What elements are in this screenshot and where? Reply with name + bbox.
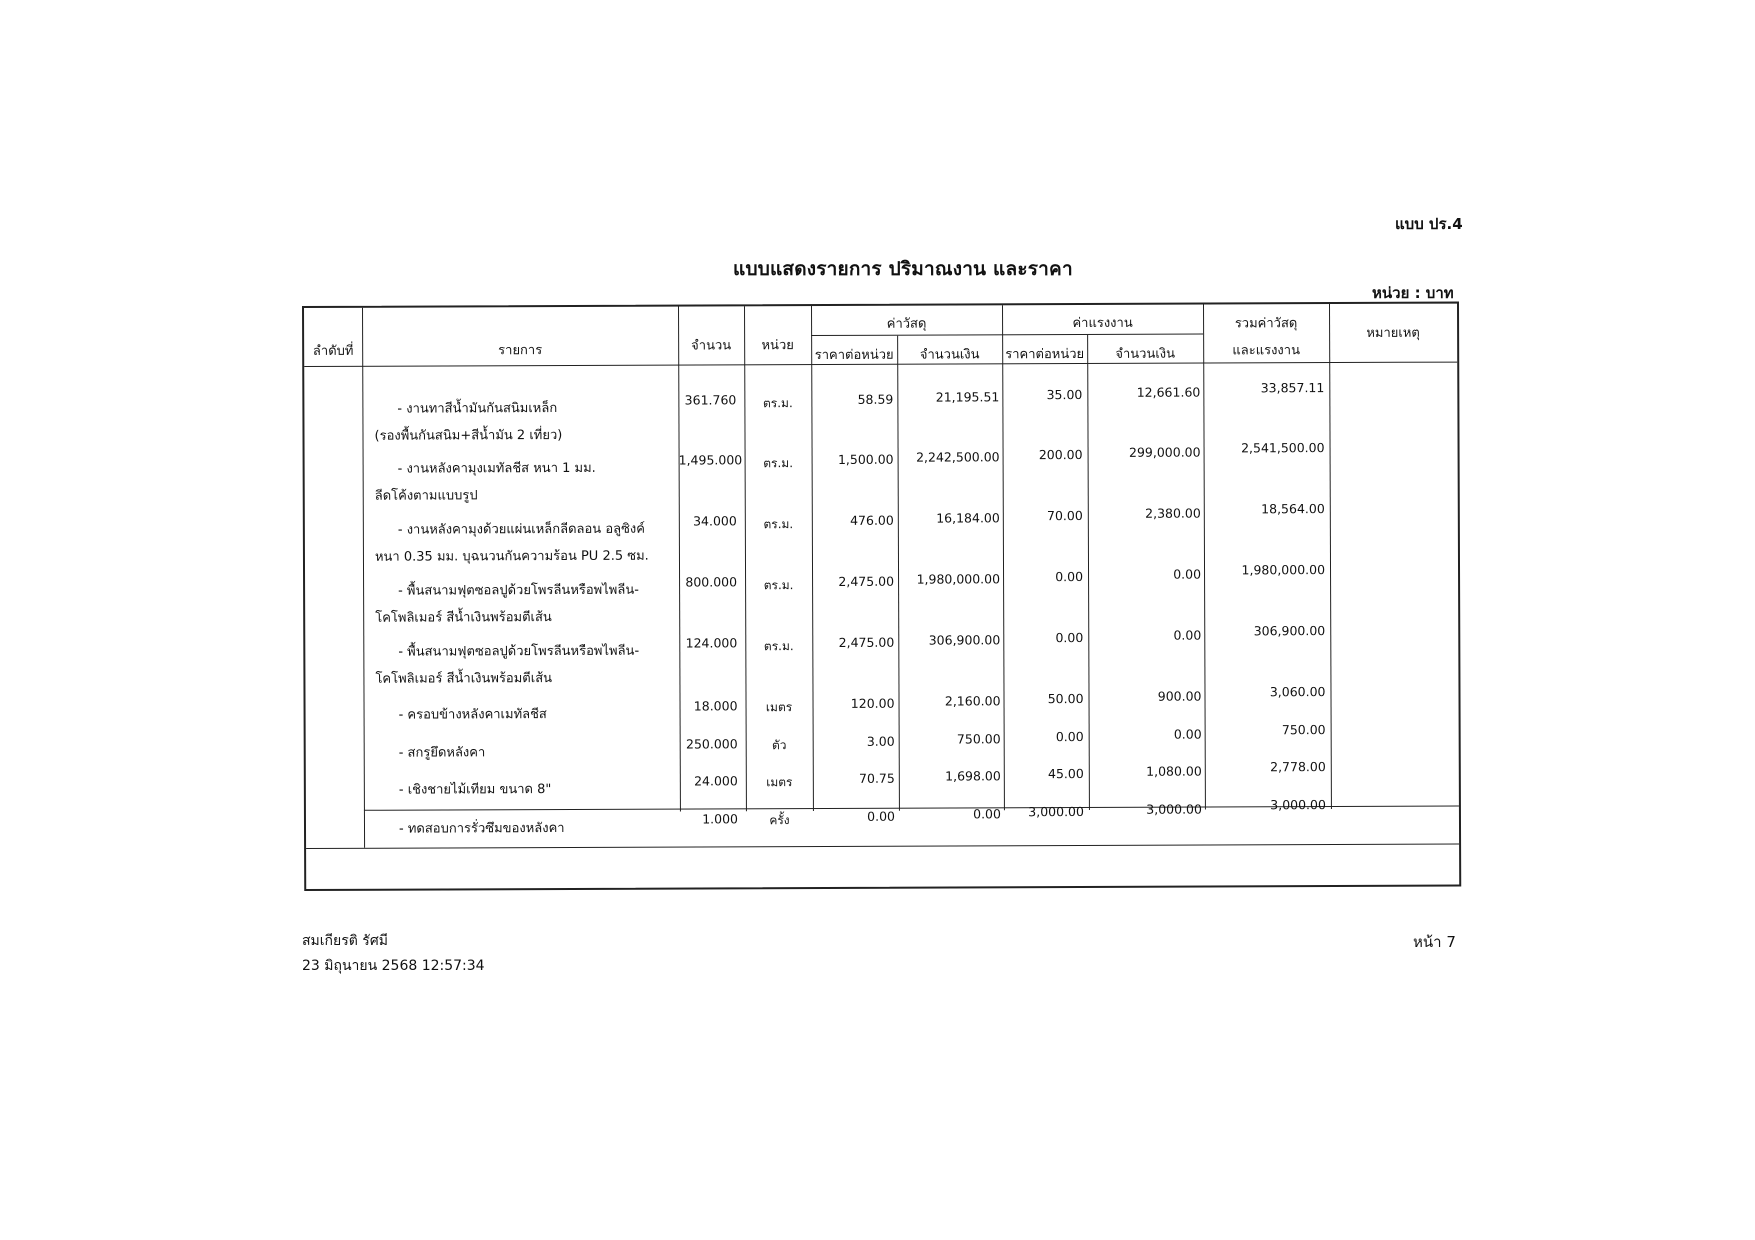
row-total: 33,857.11 <box>1260 380 1325 396</box>
row-material-amount: 16,184.00 <box>936 510 1000 526</box>
row-labor-amount: 12,661.60 <box>1136 384 1201 400</box>
author-name: สมเกียรติ รัศมี <box>302 933 388 949</box>
row-item-line2: หนา 0.35 มม. บุฉนวนกันความร้อน PU 2.5 ซม. <box>374 548 649 565</box>
row-material-amount: 306,900.00 <box>928 632 1001 648</box>
row-qty: 800.000 <box>685 574 738 590</box>
row-item-line1: - พื้นสนามฟุตซอลปูด้วยโพรลีนหรือพไพลีน- <box>398 643 640 660</box>
row-labor-unit-price: 3,000.00 <box>1028 804 1084 820</box>
row-unit: ตร.ม. <box>762 396 793 411</box>
row-material-amount: 1,698.00 <box>945 768 1001 784</box>
row-total: 3,060.00 <box>1269 684 1326 700</box>
row-item-line1: - ครอบข้างหลังคาเมทัลชีส <box>398 707 547 723</box>
row-total: 1,980,000.00 <box>1241 562 1326 578</box>
row-item-line1: - ทดสอบการรั่วซึมของหลังคา <box>398 820 565 837</box>
grid-line <box>362 308 365 848</box>
grid-line <box>811 334 1203 337</box>
row-labor-unit-price: 0.00 <box>1055 729 1084 745</box>
row-item-line1: - สกรูยึดหลังคา <box>398 745 486 761</box>
row-labor-unit-price: 35.00 <box>1046 387 1083 403</box>
header-material: ค่าวัสดุ <box>886 316 927 332</box>
row-material-unit-price: 0.00 <box>867 808 895 824</box>
row-material-unit-price: 476.00 <box>850 512 894 528</box>
row-item-line2: โคโพลิเมอร์ สีน้ำเงินพร้อมตีเส้น <box>375 671 553 687</box>
row-material-amount: 21,195.51 <box>935 389 1000 405</box>
row-unit: ตร.ม. <box>763 517 794 532</box>
row-total: 3,000.00 <box>1270 797 1326 813</box>
header-item: รายการ <box>498 343 543 359</box>
row-material-amount: 2,160.00 <box>944 693 1001 709</box>
row-total: 2,541,500.00 <box>1241 440 1325 456</box>
grid-line <box>306 844 1459 849</box>
header-labor-amount: จำนวนเงิน <box>1115 346 1176 362</box>
row-total: 18,564.00 <box>1261 501 1325 517</box>
row-item-line1: - งานหลังคามุงด้วยแผ่นเหล็กลีดลอน อลูซิงค์ <box>397 521 645 538</box>
row-labor-amount: 299,000.00 <box>1128 444 1201 460</box>
row-material-amount: 0.00 <box>973 806 1001 822</box>
quantity-price-table <box>302 302 1461 891</box>
row-qty: 250.000 <box>685 736 738 752</box>
row-qty: 24.000 <box>694 773 738 789</box>
row-labor-unit-price: 70.00 <box>1046 508 1083 524</box>
row-labor-amount: 0.00 <box>1173 627 1202 643</box>
row-material-unit-price: 2,475.00 <box>838 634 895 650</box>
header-qty: จำนวน <box>691 338 732 354</box>
row-total: 2,778.00 <box>1270 759 1326 775</box>
row-material-unit-price: 58.59 <box>857 391 894 407</box>
header-material-amount: จำนวนเงิน <box>919 347 980 363</box>
row-unit: ครั้ง <box>769 813 790 828</box>
row-labor-amount: 900.00 <box>1157 688 1202 704</box>
row-labor-unit-price: 200.00 <box>1038 447 1083 463</box>
row-material-unit-price: 3.00 <box>866 733 895 749</box>
row-material-amount: 2,242,500.00 <box>916 449 1000 465</box>
row-unit: ตร.ม. <box>763 639 794 654</box>
row-labor-amount: 0.00 <box>1173 726 1202 742</box>
row-unit: ตร.ม. <box>763 456 794 471</box>
row-qty: 1,495.000 <box>678 452 743 468</box>
row-material-unit-price: 1,500.00 <box>837 451 894 467</box>
row-item-line2: (รองพื้นกันสนิม+สีน้ำมัน 2 เที่ยว) <box>374 428 563 444</box>
row-unit: เมตร <box>766 775 793 790</box>
header-labor-unit-price: ราคาต่อหน่วย <box>1005 346 1085 363</box>
header-total-line1: รวมค่าวัสดุ <box>1234 316 1298 332</box>
grid-line <box>1329 304 1332 809</box>
document-title: แบบแสดงรายการ ปริมาณงาน และราคา <box>733 258 1073 280</box>
row-item-line1: - งานทาสีน้ำมันกันสนิมเหล็ก <box>397 401 558 417</box>
row-material-unit-price: 70.75 <box>858 770 895 786</box>
row-labor-amount: 3,000.00 <box>1146 801 1202 817</box>
row-material-unit-price: 120.00 <box>850 695 895 711</box>
row-qty: 124.000 <box>685 635 738 651</box>
row-labor-amount: 0.00 <box>1173 566 1202 582</box>
row-labor-unit-price: 45.00 <box>1047 766 1084 782</box>
row-unit: ตัว <box>771 738 787 753</box>
row-labor-amount: 2,380.00 <box>1145 505 1201 521</box>
header-remark: หมายเหตุ <box>1366 325 1420 341</box>
row-labor-unit-price: 0.00 <box>1055 569 1084 585</box>
form-code: แบบ ปร.4 <box>1395 215 1463 233</box>
row-labor-unit-price: 50.00 <box>1047 691 1084 707</box>
row-material-amount: 750.00 <box>956 731 1001 747</box>
row-total: 306,900.00 <box>1253 623 1326 639</box>
page-number: หน้า 7 <box>1413 933 1456 951</box>
header-material-unit-price: ราคาต่อหน่วย <box>814 347 894 364</box>
row-item-line1: - งานหลังคามุงเมทัลชีส หนา 1 มม. <box>397 460 596 477</box>
row-unit: ตร.ม. <box>763 578 794 593</box>
row-material-unit-price: 2,475.00 <box>838 573 895 589</box>
header-unit: หน่วย <box>761 338 794 354</box>
row-total: 750.00 <box>1281 722 1326 738</box>
row-qty: 1.000 <box>702 811 739 827</box>
row-material-amount: 1,980,000.00 <box>916 571 1001 587</box>
row-qty: 18.000 <box>693 698 738 714</box>
row-item-line2: โคโพลิเมอร์ สีน้ำเงินพร้อมตีเส้น <box>375 610 552 626</box>
row-labor-unit-price: 0.00 <box>1055 630 1084 646</box>
row-item-line2: ลีดโค้งตามแบบรูป <box>374 488 478 504</box>
row-qty: 361.760 <box>684 392 737 408</box>
currency-unit-label: หน่วย : บาท <box>1372 284 1454 302</box>
header-total-line2: และแรงงาน <box>1232 343 1300 359</box>
row-item-line1: - พื้นสนามฟุตซอลปูด้วยโพรลีนหรือพไพลีน- <box>398 582 639 599</box>
header-labor: ค่าแรงงาน <box>1072 315 1133 332</box>
header-seq: ลำดับที่ <box>312 343 354 359</box>
row-item-line1: - เชิงชายไม้เทียม ขนาด 8" <box>398 782 552 798</box>
row-unit: เมตร <box>765 700 793 715</box>
row-labor-amount: 1,080.00 <box>1146 763 1202 779</box>
printed-timestamp: 23 มิถุนายน 2568 12:57:34 <box>302 958 485 974</box>
row-qty: 34.000 <box>693 513 737 529</box>
